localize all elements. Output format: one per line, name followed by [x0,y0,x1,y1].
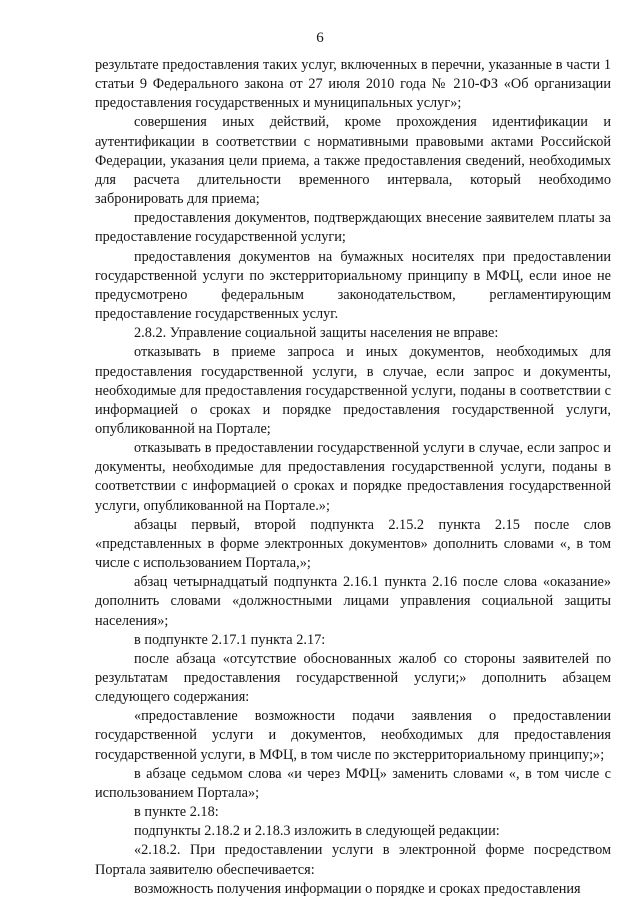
paragraph: в пункте 2.18: [134,804,219,821]
paragraph: в подпункте 2.17.1 пункта 2.17: [134,631,326,648]
paragraph: после абзаца «отсутствие обоснованных жалоб со стороны заявителей по результатам предоставления государственной услуги;» дополнить абзацем следующего содержания: [95,650,611,706]
paragraph: результате предоставления таких услуг, включенных в перечни, указанные в части 1 статьи 9 Федерального закона от 27 июля 2010 года № 210-ФЗ «Об организации предоставления государственных и муниципальных услуг»; [95,57,611,112]
paragraph: совершения иных действий, кроме прохождения идентификации и аутентификации в соответствии с нормативными правовыми актами Российской Федерации, указания цели приема, а также предоставления сведений, необходимых для расчета длительности временного интервала, который необходимо забронировать для приема; [95,114,611,208]
paragraph: абзацы первый, второй подпункта 2.15.2 пункта 2.15 после слов «представленных в форме электронных документов» дополнить словами «, в том числе с использованием Портала,»; [95,516,611,572]
paragraph: подпункты 2.18.2 и 2.18.3 изложить в следующей редакции: [134,823,500,840]
paragraph: отказывать в приеме запроса и иных документов, необходимых для предоставления государственной услуги, в случае, если запрос и документы, необходимые для предоставления государственной услуги, поданы в соответствии с информацией о сроках и порядке предоставления государственной услуги, опубликованной на Портале; [95,344,611,437]
page-number: 6 [316,30,324,46]
paragraph: в абзаце седьмом слова «и через МФЦ» заменить словами «, в том числе с использованием Портала»; [95,765,611,801]
paragraph: предоставления документов, подтверждающих внесение заявителем платы за предоставление государственной услуги; [95,210,611,246]
paragraph: предоставления документов на бумажных носителях при предоставлении государственной услуги по экстерриториальному принципу в МФЦ, если иное не предусмотрено федеральным законодательством, регламентирующим предоставление государственных услуг. [95,248,611,323]
document-body [95,56,611,899]
paragraph: «предоставление возможности подачи заявления о предоставлении государственной услуги и документов, необходимых для предоставления государственной услуги, в МФЦ, в том числе по экстерриториальному принципу;»; [95,708,611,763]
paragraph: возможность получения информации о порядке и сроках предоставления [134,880,581,897]
section-heading-2-8-2: 2.8.2. Управление социальной защиты населения не вправе: [134,325,499,342]
paragraph: «2.18.2. При предоставлении услуги в электронной форме посредством Портала заявителю обеспечивается: [95,842,611,878]
paragraph: абзац четырнадцатый подпункта 2.16.1 пункта 2.16 после слова «оказание» дополнить словами «должностными лицами управления социальной защиты населения»; [95,574,611,629]
paragraph: отказывать в предоставлении государственной услуги в случае, если запрос и документы, необходимые для предоставления государственной услуги, поданы в соответствии с информацией о сроках и порядке предоставления государственной услуги, опубликованной на Портале.»; [95,440,611,514]
